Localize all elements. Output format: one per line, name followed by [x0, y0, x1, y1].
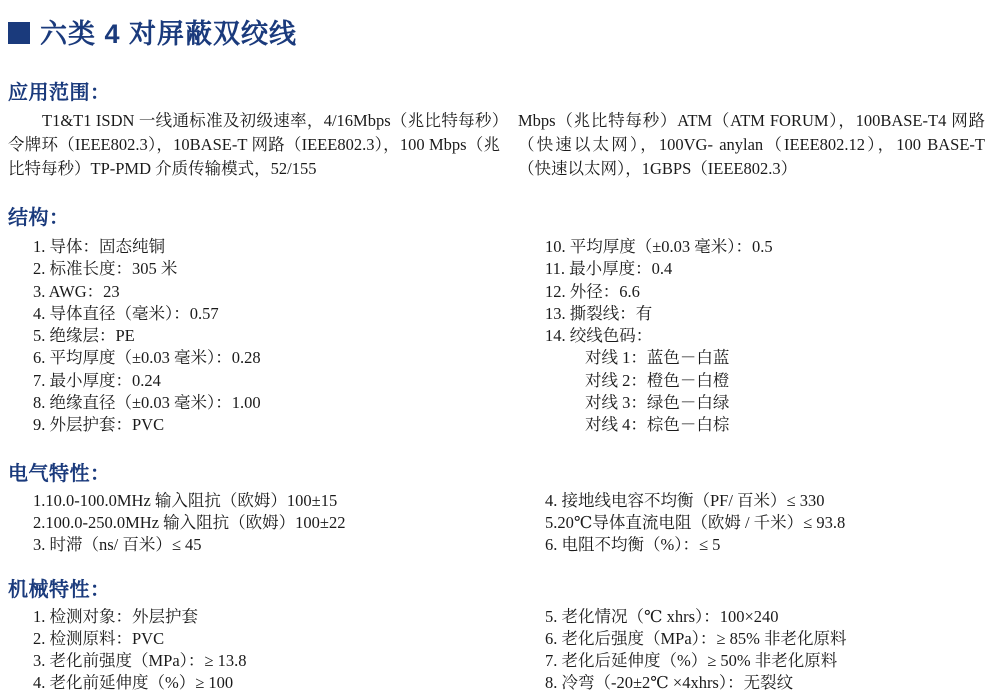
spec-line: 14. 绞线色码：	[545, 326, 653, 346]
electrical-list-left	[8, 490, 500, 557]
spec-line: 对线 2：橙色－白橙	[585, 370, 730, 390]
spec-line: 对线 3：绿色－白绿	[585, 393, 730, 413]
electrical-list-right	[518, 490, 985, 557]
structure-heading: 结构：	[8, 207, 70, 229]
spec-line: 2. 标准长度：305 米	[33, 259, 178, 279]
spec-line: 1. 检测对象：外层护套	[33, 606, 198, 626]
spec-line: 7. 老化后延伸度（%）≥ 50% 非老化原料	[545, 651, 838, 671]
application-text-right: Mbps（兆比特每秒）ATM（ATM FORUM），100BASE-T4 网路（快速以太网），100VG- anylan（IEEE802.12），100 BASE-T（快速以太网），1GBPS（IEEE802.3）	[518, 111, 985, 178]
electrical-heading: 电气特性：	[8, 462, 111, 485]
spec-line: 12. 外径：6.6	[545, 281, 640, 301]
section-structure	[8, 201, 985, 437]
spec-line: 8. 绝缘直径（±0.03 毫米）：1.00	[33, 393, 261, 413]
spec-line: 对线 1：蓝色－白蓝	[585, 348, 730, 368]
spec-line: 5.20℃导体直流电阻（欧姆 / 千米）≤ 93.8	[545, 512, 846, 532]
page-title-text: 六类 4 对屏蔽双绞线	[40, 19, 298, 49]
spec-line: 2.100.0-250.0MHz 输入阻抗（欧姆）100±22	[33, 512, 346, 532]
electrical-columns	[8, 490, 985, 557]
square-bullet-icon	[8, 22, 30, 44]
spec-line: 3. AWG：23	[33, 281, 120, 301]
spec-line: 4. 导体直径（毫米）：0.57	[33, 303, 219, 323]
spec-line: 3. 时滞（ns/ 百米）≤ 45	[33, 535, 202, 555]
spec-line: 7. 最小厚度：0.24	[33, 370, 161, 390]
spec-line: 4. 接地线电容不均衡（PF/ 百米）≤ 330	[545, 490, 825, 510]
section-application	[8, 76, 985, 181]
spec-line: 5. 绝缘层：PE	[33, 326, 135, 346]
section-electrical	[8, 457, 985, 557]
section-mechanical	[8, 573, 985, 695]
spec-line: 11. 最小厚度：0.4	[545, 259, 673, 279]
application-text-left: T1&T1 ISDN 一线通标准及初级速率，4/16Mbps（兆比特每秒）令牌环（IEEE802.3），10BASE-T 网路（IEEE802.3），100 Mbps（兆比特每秒）TP-PMD 介质传输模式，52/155	[8, 111, 500, 178]
structure-columns	[8, 236, 985, 437]
spec-line: 对线 4：棕色－白棕	[585, 415, 730, 435]
page-title	[8, 12, 985, 51]
spec-line: 6. 老化后强度（MPa）：≥ 85% 非老化原料	[545, 628, 847, 648]
mechanical-columns	[8, 606, 985, 695]
spec-line: 9. 外层护套：PVC	[33, 415, 165, 435]
spec-line: 2. 检测原料：PVC	[33, 628, 165, 648]
spec-line: 6. 电阻不均衡（%）：≤ 5	[545, 535, 721, 555]
mechanical-list-left	[8, 606, 500, 695]
spec-line: 10. 平均厚度（±0.03 毫米）：0.5	[545, 237, 773, 256]
spec-line: 1.10.0-100.0MHz 输入阻抗（欧姆）100±15	[33, 490, 338, 510]
structure-list-right	[518, 236, 985, 437]
application-heading: 应用范围：	[8, 82, 111, 104]
spec-line: 8. 冷弯（-20±2℃ ×4xhrs）：无裂纹	[545, 673, 794, 693]
spec-line: 1. 导体：固态纯铜	[33, 237, 165, 256]
spec-line: 6. 平均厚度（±0.03 毫米）：0.28	[33, 348, 261, 368]
spec-line: 3. 老化前强度（MPa）：≥ 13.8	[33, 651, 247, 671]
structure-list-left	[8, 236, 500, 437]
mechanical-heading: 机械特性：	[8, 578, 111, 601]
spec-line: 5. 老化情况（℃ xhrs）：100×240	[545, 606, 779, 626]
mechanical-list-right	[518, 606, 985, 695]
application-columns	[8, 109, 985, 181]
spec-line: 4. 老化前延伸度（%）≥ 100	[33, 673, 234, 693]
spec-line: 13. 撕裂线：有	[545, 303, 653, 323]
